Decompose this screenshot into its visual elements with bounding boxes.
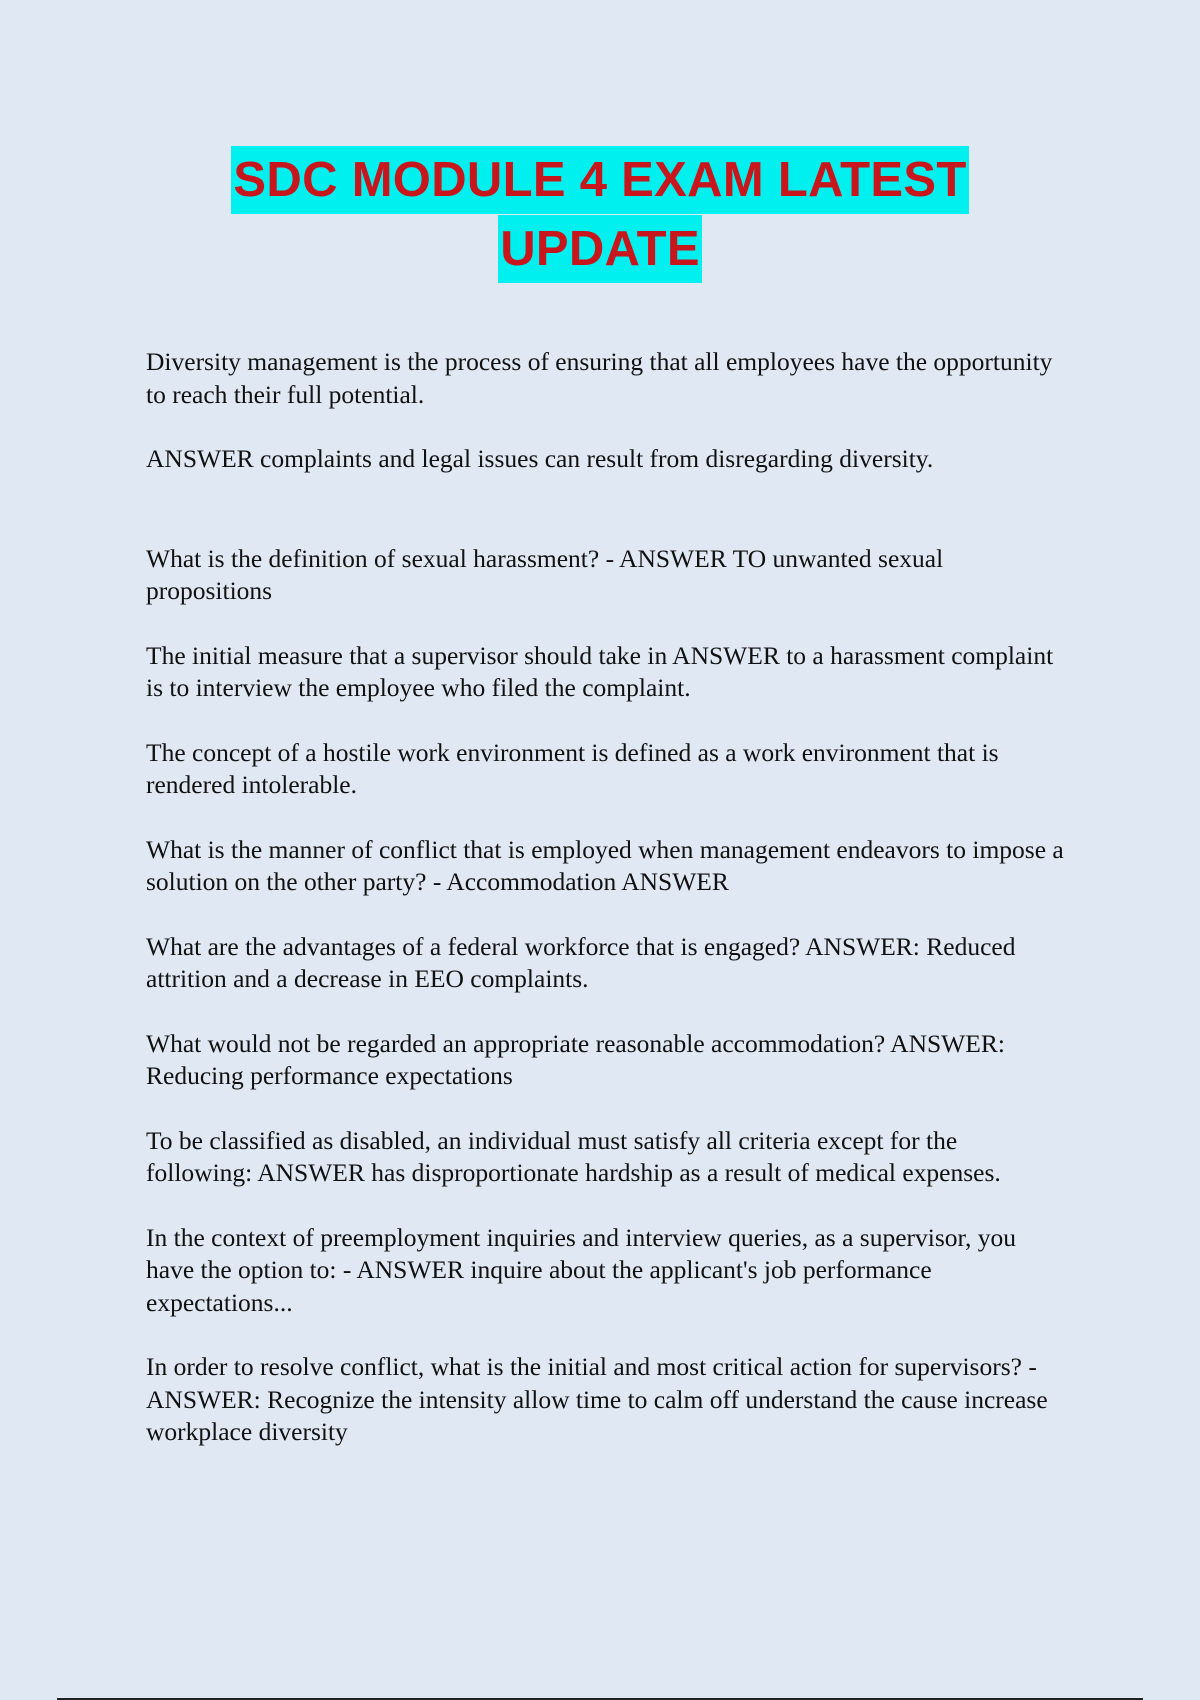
- document-title: [0, 146, 1200, 284]
- title-line-2: UPDATE: [498, 215, 702, 283]
- paragraph: What is the definition of sexual harassment? - ANSWER TO unwanted sexual propositions: [146, 543, 944, 605]
- paragraph: Diversity management is the process of ensuring that all employees have the opportunity to reach their full potential.: [146, 347, 1053, 409]
- title-line-1: SDC MODULE 4 EXAM LATEST: [231, 146, 968, 214]
- paragraph: ANSWER complaints and legal issues can result from disregarding diversity.: [146, 444, 934, 473]
- paragraph: What are the advantages of a federal workforce that is engaged? ANSWER: Reduced attrition and a decrease in EEO complaints.: [146, 931, 1016, 993]
- paragraph: What would not be regarded an appropriate reasonable accommodation? ANSWER: Reducing performance expectations: [146, 1028, 1005, 1090]
- paragraph: In order to resolve conflict, what is the initial and most critical action for supervisors? - ANSWER: Recognize the intensity allow time to calm off understand the cause increase workplace diversity: [146, 1352, 1048, 1446]
- paragraph: The initial measure that a supervisor should take in ANSWER to a harassment complaint is to interview the employee who filed the complaint.: [146, 640, 1054, 702]
- document-body: [146, 346, 1066, 1481]
- paragraph: What is the manner of conflict that is employed when management endeavors to impose a solution on the other party? - Accommodation ANSWER: [146, 834, 1064, 896]
- paragraph: The concept of a hostile work environment is defined as a work environment that is rendered intolerable.: [146, 737, 999, 799]
- paragraph: In the context of preemployment inquiries and interview queries, as a supervisor, you have the option to: - ANSWER inquire about the applicant's job performance expectations...: [146, 1222, 1016, 1317]
- paragraph: To be classified as disabled, an individual must satisfy all criteria except for the following: ANSWER has disproportionate hardship as a result of medical expenses.: [146, 1125, 1001, 1187]
